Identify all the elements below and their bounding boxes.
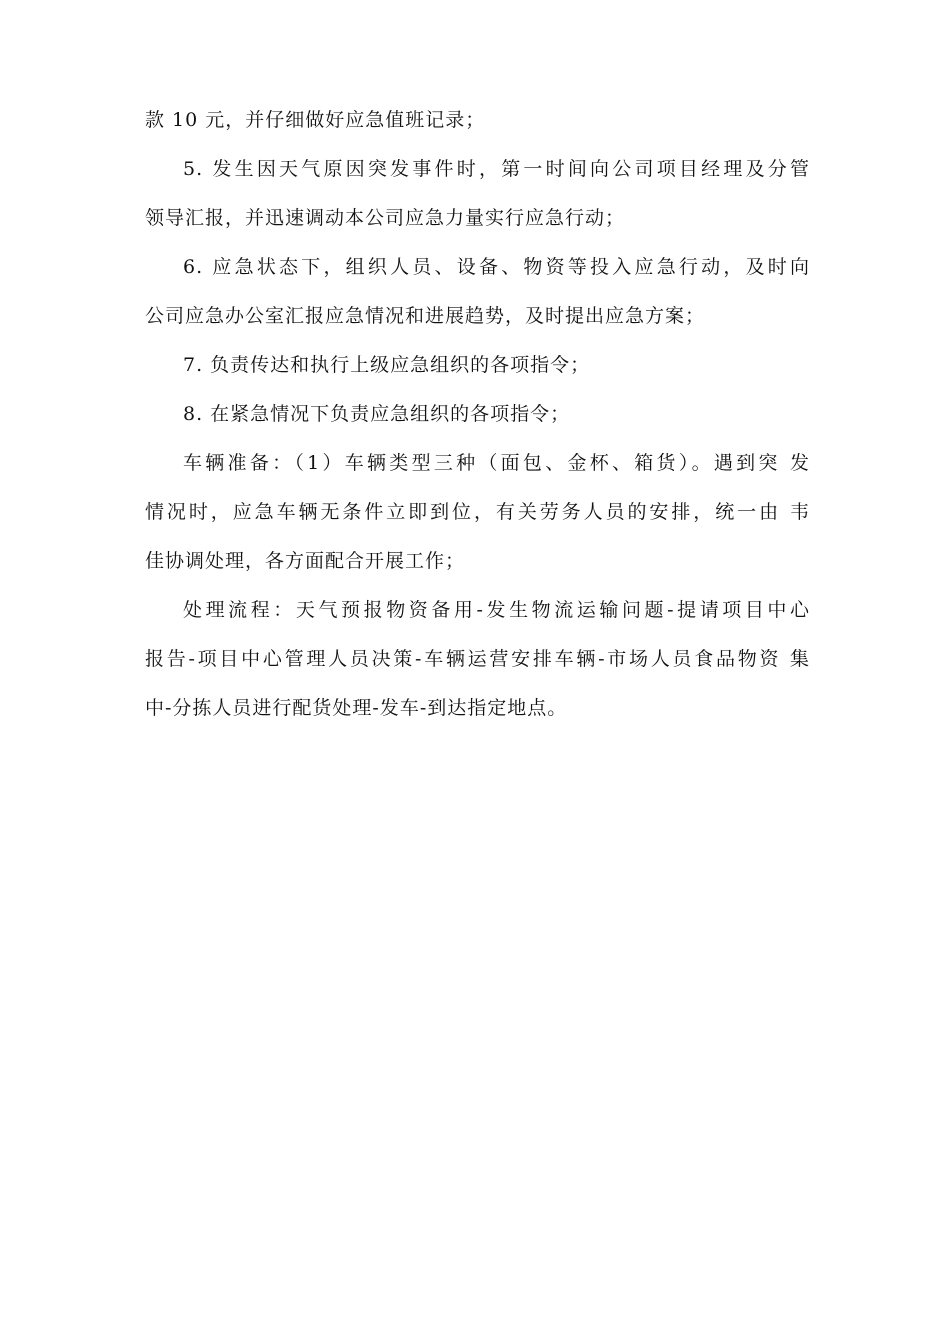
paragraph-line: 6. 应急状态下，组织人员、设备、物资等投入应急行动，及时向 <box>183 256 810 278</box>
paragraph-line: 领导汇报，并迅速调动本公司应急力量实行应急行动； <box>145 207 626 229</box>
document-body <box>145 100 810 737</box>
paragraph-line: 公司应急办公室汇报应急情况和进展趋势，及时提出应急方案； <box>145 305 706 327</box>
paragraph-line: 佳协调处理，各方面配合开展工作； <box>145 550 466 572</box>
paragraph-line: 5. 发生因天气原因突发事件时，第一时间向公司项目经理及分管 <box>183 158 810 180</box>
paragraph-line: 车辆准备：（1）车辆类型三种（面包、金杯、箱货）。遇到突 发 <box>183 452 810 474</box>
paragraph-line: 报告-项目中心管理人员决策-车辆运营安排车辆-市场人员食品物资 集 <box>145 648 810 670</box>
paragraph-line: 情况时，应急车辆无条件立即到位，有关劳务人员的安排，统一由 韦 <box>145 501 810 523</box>
paragraph-line: 处理流程：天气预报物资备用-发生物流运输问题-提请项目中心 <box>183 599 810 621</box>
paragraph-line: 8. 在紧急情况下负责应急组织的各项指令； <box>183 403 571 425</box>
paragraph-line: 中-分拣人员进行配货处理-发车-到达指定地点。 <box>145 697 568 719</box>
paragraph-line: 7. 负责传达和执行上级应急组织的各项指令； <box>183 354 591 376</box>
paragraph-line: 款 10 元，并仔细做好应急值班记录； <box>145 109 486 131</box>
